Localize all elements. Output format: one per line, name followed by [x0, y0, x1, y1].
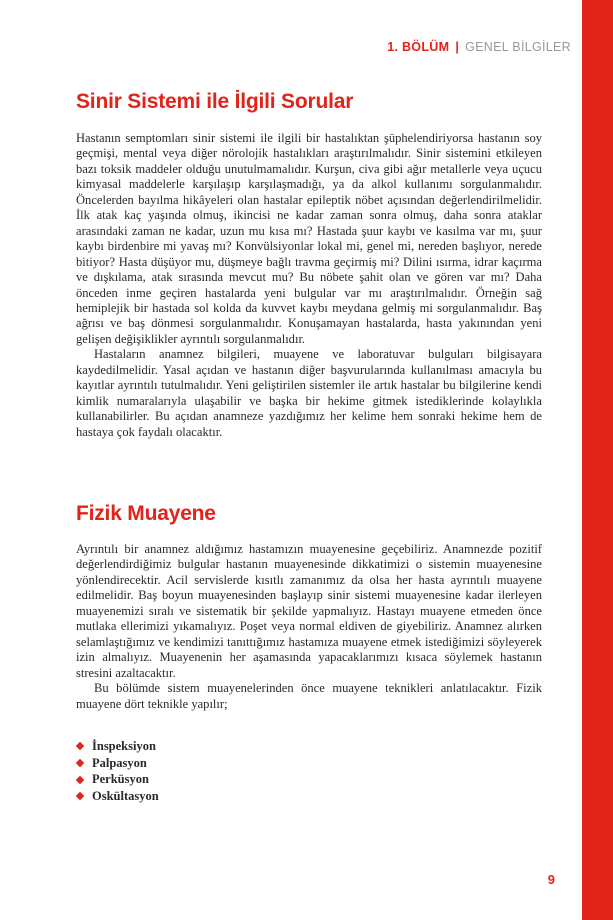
- diamond-bullet-icon: [76, 759, 84, 767]
- section-body-sinir-sistemi: [76, 131, 542, 440]
- section-body-fizik-muayene: [76, 542, 542, 712]
- section-label: GENEL BİLGİLER: [465, 40, 571, 54]
- technique-list: [76, 738, 159, 805]
- running-header: [387, 40, 571, 54]
- paragraph: Hastanın semptomları sinir sistemi ile ilgili bir hastalıktan şüphelendiriyorsa hastanın soy geçmişi, mental veya diğer nörolojik hastalıkları araştırılmalıdır. Sinir sistemini etkileyen bazı toksik maddeler olduğu unutulmamalıdır. Kurşun, civa gibi ağır metallerle veya uçucu kimyasal maddelerle karşılaşıp karşılaşmadığı, ya da alkol kullanımı sorgulanmalıdır. Öncelerden bayılma hikâyeleri olan hastalar epileptik nöbet açısından değerlendirilmelidir. İlk atak kaç yaşında olmuş, ikincisi ne kadar zaman sonra olmuş, daha sonra ataklar arasındaki zaman ne kadar, uzun mu kısa mı? Hastada şuur kaybı ve kasılma var mı, şuur kaybı birdenbire mi yavaş mı? Konvülsiyonlar lokal mi, genel mi, nereden başlıyor, nerede bitiyor? Hasta düşüyor mu, düşmeye bağlı travma geçirmiş mi? Dilini ısırma, idrar kaçırma ve dışkılama, atak sırasında mevcut mu? Bu nöbete şahit olan ve gören var mı? Daha önceden inme geçiren hastalarda yeni bulgular var mı araştırılmalıdır. Örneğin sağ hemiplejik bir hastada sol kolda da kuvvet kaybı meydana gelmiş mi sorgulanmalıdır. Baş ağrısı ve baş dönmesi sorgulanmalıdır. Konuşamayan hastalarda, hasta yakınından yeni gelişen değişiklikler ayrıntılı sorgulanmalıdır.: [76, 131, 542, 346]
- technique-label: Oskültasyon: [92, 789, 159, 804]
- header-separator: |: [455, 40, 460, 54]
- paragraph: Bu bölümde sistem muayenelerinden önce muayene teknikleri anlatılacaktır. Fizik muayene dört teknikle yapılır;: [76, 681, 542, 711]
- list-item: [76, 738, 159, 755]
- diamond-bullet-icon: [76, 776, 84, 784]
- diamond-bullet-icon: [76, 742, 84, 750]
- diamond-bullet-icon: [76, 792, 84, 800]
- list-item: [76, 755, 159, 772]
- list-item: [76, 788, 159, 805]
- section-heading-sinir-sistemi: Sinir Sistemi ile İlgili Sorular: [76, 90, 354, 113]
- page-number: 9: [547, 872, 555, 887]
- technique-label: İnspeksiyon: [92, 739, 156, 753]
- page-edge-accent-bar: [582, 0, 613, 920]
- section-heading-fizik-muayene: Fizik Muayene: [76, 502, 216, 525]
- list-item: [76, 771, 159, 788]
- technique-label: Perküsyon: [92, 772, 149, 787]
- paragraph: Hastaların anamnez bilgileri, muayene ve laboratuvar bulguları bilgisayara kaydedilmelidir. Yasal açıdan ve hastanın diğer başvurularında kullanılması amacıyla bu kayıtlar ayrıntılı tutulmalıdır. Yeni geliştirilen sistemler ile artık hastalar bu bilgilerine kendi kimlik numaralarıyla ulaşabilir ve başka bir hekime gitmek istediklerinde kolaylıkla kullanabilirler. Bu açıdan anamneze yazdığımız her kelime hem sonraki hekime hem de hastaya çok faydalı olacaktır.: [76, 347, 542, 439]
- paragraph: Ayrıntılı bir anamnez aldığımız hastamızın muayenesine geçebiliriz. Anamnezde pozitif değerlendirdiğimiz bulgular hastanın muayenesinde dikkatimizi o sistemin muayenesine yönlendirecektir. Acil servislerde kısıtlı zamanımız da olsa her hasta ayrıntılı muayene edilmelidir. Baş boyun muayenesinden başlayıp sinir sistemi muayenesine kadar ilerleyen muayenemizi sıralı ve sistematik bir şekilde yapmalıyız. Hastayı muayene etmeden önce mutlaka ellerimizi yıkamalıyız. Poşet veya normal eldiven de giyebiliriz. Anamnez alırken selamlaştığımız ve kendimizi tanıttığımız hastamıza muayene etmek istediğimizi söyleyerek izin almalıyız. Muayenenin her aşamasında yapacaklarımızı kısaca söylemek hastanın stresini azaltacaktır.: [76, 542, 542, 680]
- technique-label: Palpasyon: [92, 755, 147, 770]
- chapter-label: 1. BÖLÜM: [387, 40, 450, 54]
